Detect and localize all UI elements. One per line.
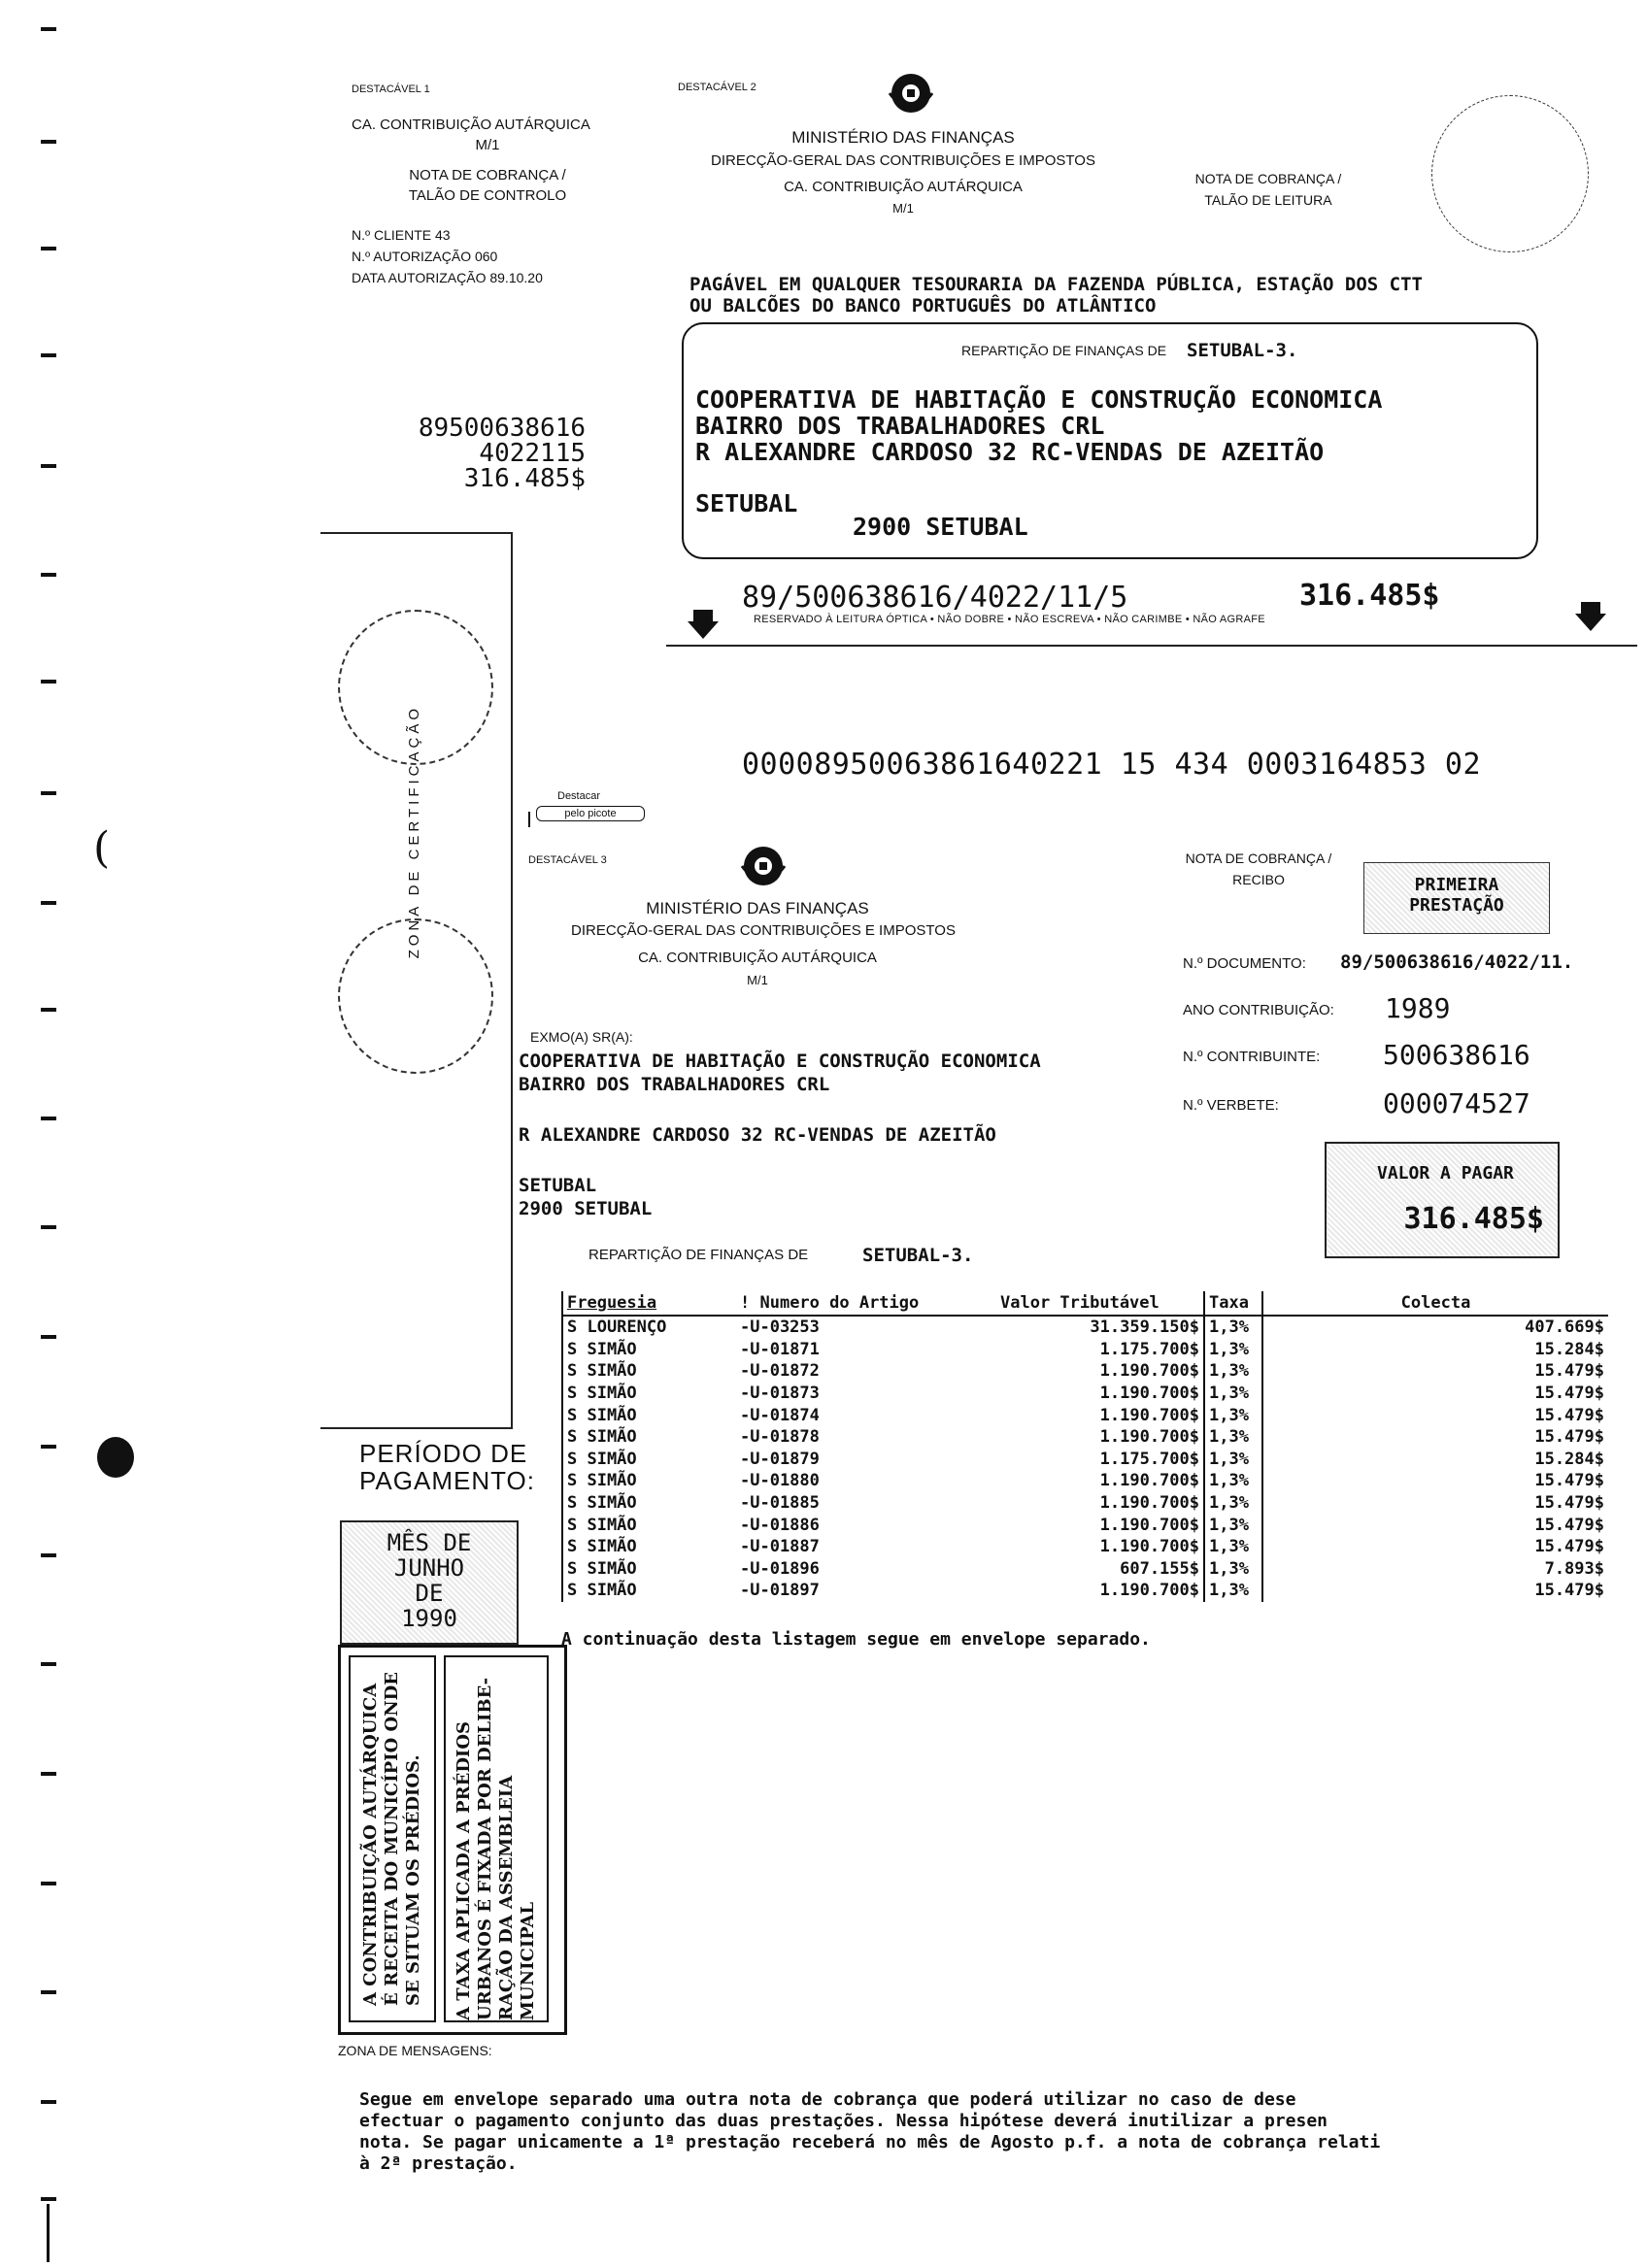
margin-tick bbox=[41, 573, 56, 577]
stub1-border-top bbox=[320, 532, 511, 534]
cell-colecta: 15.479$ bbox=[1534, 1384, 1604, 1404]
cell-artigo: -U-01872 bbox=[740, 1361, 820, 1382]
margin-tick bbox=[41, 247, 56, 250]
year-value: 1989 bbox=[1385, 992, 1451, 1024]
table-row bbox=[562, 1339, 1608, 1361]
cell-freguesia: S SIMÃO bbox=[562, 1558, 736, 1581]
cell-colecta: 15.479$ bbox=[1534, 1515, 1604, 1535]
cell-freguesia: S SIMÃO bbox=[562, 1470, 736, 1492]
stub1-autorizacao: N.º AUTORIZAÇÃO 060 bbox=[352, 249, 498, 264]
cell-freguesia: S SIMÃO bbox=[562, 1514, 736, 1536]
stub1-model: M/1 bbox=[475, 137, 500, 153]
messages-text bbox=[359, 2089, 1622, 2175]
notice-col1-line2: É RECEITA DO MUNICÍPIO ONDE bbox=[382, 1672, 402, 2006]
margin-tick bbox=[41, 1990, 56, 1994]
cell-taxa: 1,3% bbox=[1204, 1449, 1262, 1471]
cell-freguesia: S SIMÃO bbox=[562, 1360, 736, 1383]
cell-artigo: -U-01874 bbox=[740, 1405, 820, 1425]
coat-of-arms-icon bbox=[736, 841, 790, 893]
message-line2: efectuar o pagamento conjunto das duas prestações. Nessa hipótese deverá inutilizar a presen bbox=[359, 2111, 1328, 2131]
col-header-valor: Valor Tributável bbox=[996, 1291, 1204, 1316]
cell-valor: 1.190.700$ bbox=[996, 1514, 1204, 1536]
margin-tick bbox=[41, 680, 56, 684]
cell-valor: 1.175.700$ bbox=[996, 1449, 1204, 1471]
stub2-address-line1: COOPERATIVA DE HABITAÇÃO E CONSTRUÇÃO ECONOMICA bbox=[695, 385, 1383, 414]
table-row bbox=[562, 1360, 1608, 1383]
stub2-payable-line2: OU BALCÕES DO BANCO PORTUGUÊS DO ATLÂNTICO bbox=[689, 295, 1157, 317]
margin-tick bbox=[41, 1008, 56, 1012]
cell-colecta: 15.479$ bbox=[1534, 1427, 1604, 1448]
notice-col1 bbox=[349, 1655, 436, 2022]
detach-line2: pelo picote bbox=[536, 806, 645, 821]
stub2-optical-note: RESERVADO À LEITURA ÓPTICA • NÃO DOBRE • NÃO ESCREVA • NÃO CARIMBE • NÃO AGRAFE bbox=[754, 614, 1265, 625]
margin-tick bbox=[41, 140, 56, 144]
cell-valor: 1.190.700$ bbox=[996, 1360, 1204, 1383]
stub2-directorate: DIRECÇÃO-GERAL DAS CONTRIBUIÇÕES E IMPOSTOS bbox=[711, 152, 1095, 169]
cell-valor: 1.190.700$ bbox=[996, 1536, 1204, 1558]
stub2-address-line3: R ALEXANDRE CARDOSO 32 RC-VENDAS DE AZEITÃO bbox=[695, 438, 1325, 466]
installment-line2: PRESTAÇÃO bbox=[1409, 895, 1504, 916]
cell-artigo: -U-03253 bbox=[740, 1317, 820, 1338]
cell-artigo: -U-01896 bbox=[740, 1558, 820, 1579]
margin-tick bbox=[41, 901, 56, 905]
cell-taxa: 1,3% bbox=[1204, 1514, 1262, 1536]
coat-of-arms-icon bbox=[884, 68, 938, 120]
cell-taxa: 1,3% bbox=[1204, 1558, 1262, 1581]
detach-arrow bbox=[528, 812, 530, 827]
margin-tick bbox=[41, 464, 56, 468]
notice-col2-line1: A TAXA APLICADA A PRÉDIOS bbox=[454, 1720, 474, 2020]
verbete-value: 000074527 bbox=[1383, 1087, 1530, 1119]
cell-colecta: 15.479$ bbox=[1534, 1581, 1604, 1601]
stub2-payable-line1: PAGÁVEL EM QUALQUER TESOURARIA DA FAZENDA PÚBLICA, ESTAÇÃO DOS CTT bbox=[689, 274, 1423, 295]
cell-artigo: -U-01886 bbox=[740, 1515, 820, 1535]
stub1-note-line1: NOTA DE COBRANÇA / bbox=[409, 167, 566, 183]
margin-tick bbox=[41, 2197, 56, 2201]
stub3-note-line1: NOTA DE COBRANÇA / bbox=[1185, 850, 1332, 866]
cell-colecta: 15.284$ bbox=[1534, 1339, 1604, 1359]
table-row bbox=[562, 1558, 1608, 1581]
cell-taxa: 1,3% bbox=[1204, 1383, 1262, 1405]
margin-tick bbox=[41, 1117, 56, 1120]
stub2-model: M/1 bbox=[892, 201, 914, 216]
table-row bbox=[562, 1492, 1608, 1515]
stub2-note-line2: TALÃO DE LEITURA bbox=[1204, 192, 1332, 208]
cell-taxa: 1,3% bbox=[1204, 1316, 1262, 1339]
cell-freguesia: S SIMÃO bbox=[562, 1580, 736, 1602]
stub2-address-line2: BAIRRO DOS TRABALHADORES CRL bbox=[695, 412, 1105, 440]
notice-col2 bbox=[444, 1655, 549, 2022]
punch-hole bbox=[97, 1437, 134, 1478]
stub2-optical-code: 89/500638616/4022/11/5 bbox=[742, 581, 1128, 615]
table-row bbox=[562, 1404, 1608, 1426]
stub2-ministry: MINISTÉRIO DAS FINANÇAS bbox=[791, 128, 1015, 147]
arrow-down-icon bbox=[1575, 602, 1606, 631]
stub2-note-line1: NOTA DE COBRANÇA / bbox=[1194, 171, 1342, 186]
stub2-address-line4: SETUBAL bbox=[695, 489, 798, 517]
verbete-label: N.º VERBETE: bbox=[1183, 1097, 1279, 1114]
stub3-address-line3: R ALEXANDRE CARDOSO 32 RC-VENDAS DE AZEITÃO bbox=[519, 1124, 996, 1146]
cell-colecta: 15.479$ bbox=[1534, 1493, 1604, 1514]
table-row bbox=[562, 1316, 1608, 1339]
stub3-address-line2: BAIRRO DOS TRABALHADORES CRL bbox=[519, 1074, 830, 1095]
cell-colecta: 15.479$ bbox=[1534, 1471, 1604, 1491]
taxpayer-value: 500638616 bbox=[1383, 1039, 1530, 1071]
stub1-ref-amount: 316.485$ bbox=[463, 464, 586, 493]
cell-artigo: -U-01871 bbox=[740, 1339, 820, 1359]
stub3-address-line5: 2900 SETUBAL bbox=[519, 1198, 653, 1219]
stub2-label: DESTACÁVEL 2 bbox=[678, 82, 756, 93]
stub2-address-line5: 2900 SETUBAL bbox=[853, 513, 1028, 541]
table-row bbox=[562, 1536, 1608, 1558]
period-box-line2: JUNHO bbox=[393, 1554, 465, 1582]
cell-valor: 1.190.700$ bbox=[996, 1426, 1204, 1449]
cell-taxa: 1,3% bbox=[1204, 1426, 1262, 1449]
notice-col1-line1: A CONTRIBUIÇÃO AUTÁRQUICA bbox=[360, 1683, 381, 2006]
pay-label: VALOR A PAGAR bbox=[1377, 1163, 1514, 1184]
notice-col2-line2: URBANOS É FIXADA POR DELIBE- bbox=[475, 1677, 495, 2020]
notices-box bbox=[338, 1645, 567, 2035]
margin-tick bbox=[41, 1445, 56, 1449]
table-row bbox=[562, 1426, 1608, 1449]
message-line3: nota. Se pagar unicamente a 1ª prestação receberá no mês de Agosto p.f. a nota de cobrança relati bbox=[359, 2132, 1381, 2152]
cell-artigo: -U-01880 bbox=[740, 1471, 820, 1491]
articles-table bbox=[561, 1291, 1608, 1602]
detach-line1: Destacar bbox=[557, 790, 601, 802]
cell-taxa: 1,3% bbox=[1204, 1492, 1262, 1515]
pay-value: 316.485$ bbox=[1403, 1202, 1544, 1236]
cell-valor: 31.359.150$ bbox=[996, 1316, 1204, 1339]
col-header-artigo: ! Numero do Artigo bbox=[736, 1291, 996, 1316]
col-header-taxa: Taxa bbox=[1204, 1291, 1262, 1316]
cell-valor: 1.190.700$ bbox=[996, 1580, 1204, 1602]
period-box-line4: 1990 bbox=[401, 1605, 457, 1632]
cell-freguesia: S SIMÃO bbox=[562, 1339, 736, 1361]
cell-valor: 1.190.700$ bbox=[996, 1470, 1204, 1492]
stub1-label: DESTACÁVEL 1 bbox=[352, 83, 430, 95]
stub3-address-line1: COOPERATIVA DE HABITAÇÃO E CONSTRUÇÃO ECONOMICA bbox=[519, 1051, 1041, 1072]
year-label: ANO CONTRIBUIÇÃO: bbox=[1183, 1002, 1334, 1018]
margin-tick bbox=[41, 1882, 56, 1885]
period-box-line3: DE bbox=[415, 1580, 444, 1607]
margin-tick bbox=[41, 1662, 56, 1666]
table-row bbox=[562, 1514, 1608, 1536]
table-row bbox=[562, 1580, 1608, 1602]
cell-taxa: 1,3% bbox=[1204, 1404, 1262, 1426]
stub3-model: M/1 bbox=[747, 973, 768, 987]
stub1-cliente: N.º CLIENTE 43 bbox=[352, 227, 451, 243]
installment-box bbox=[1363, 862, 1550, 934]
stub1-border-right bbox=[511, 532, 513, 1427]
stub3-address-line4: SETUBAL bbox=[519, 1175, 597, 1196]
col-header-freguesia: Freguesia bbox=[562, 1291, 736, 1316]
stub3-ministry: MINISTÉRIO DAS FINANÇAS bbox=[646, 899, 869, 917]
stub3-header: CA. CONTRIBUIÇÃO AUTÁRQUICA bbox=[638, 950, 877, 966]
cell-taxa: 1,3% bbox=[1204, 1360, 1262, 1383]
separator-line bbox=[666, 645, 1637, 647]
margin-line bbox=[47, 2204, 50, 2262]
cell-freguesia: S SIMÃO bbox=[562, 1426, 736, 1449]
message-line1: Segue em envelope separado uma outra nota de cobrança que poderá utilizar no caso de dese bbox=[359, 2089, 1296, 2110]
cell-taxa: 1,3% bbox=[1204, 1580, 1262, 1602]
margin-tick bbox=[41, 1553, 56, 1557]
stub3-label: DESTACÁVEL 3 bbox=[528, 854, 607, 866]
stamp-circle bbox=[1431, 95, 1589, 252]
cell-artigo: -U-01887 bbox=[740, 1537, 820, 1557]
cell-freguesia: S SIMÃO bbox=[562, 1404, 736, 1426]
doc-label: N.º DOCUMENTO: bbox=[1183, 955, 1306, 972]
stub1-ref-number: 89500638616 bbox=[418, 414, 586, 443]
stub3-office-label: REPARTIÇÃO DE FINANÇAS DE bbox=[588, 1247, 809, 1263]
stub2-optical-amount: 316.485$ bbox=[1299, 579, 1440, 613]
cell-taxa: 1,3% bbox=[1204, 1470, 1262, 1492]
doc-value: 89/500638616/4022/11. bbox=[1340, 951, 1574, 973]
table-continuation: A continuação desta listagem segue em envelope separado. bbox=[561, 1629, 1151, 1650]
margin-tick bbox=[41, 1225, 56, 1229]
cell-valor: 1.190.700$ bbox=[996, 1492, 1204, 1515]
stub1-border-bottom bbox=[320, 1427, 513, 1429]
notice-col1-line3: SE SITUAM OS PRÉDIOS. bbox=[403, 1754, 423, 2006]
cell-colecta: 7.893$ bbox=[1544, 1558, 1604, 1579]
notice-col2-line3: RAÇÃO DA ASSEMBLEIA MUNICIPAL bbox=[496, 1775, 538, 2020]
stub2-office-label: REPARTIÇÃO DE FINANÇAS DE bbox=[961, 343, 1167, 358]
cell-freguesia: S LOURENÇO bbox=[562, 1316, 736, 1339]
cell-artigo: -U-01897 bbox=[740, 1581, 820, 1601]
cell-colecta: 407.669$ bbox=[1525, 1317, 1604, 1338]
cell-valor: 1.190.700$ bbox=[996, 1404, 1204, 1426]
stub2-header: CA. CONTRIBUIÇÃO AUTÁRQUICA bbox=[784, 179, 1023, 195]
certification-zone-label: ZONA DE CERTIFICAÇÃO bbox=[406, 705, 422, 959]
stub3-directorate: DIRECÇÃO-GERAL DAS CONTRIBUIÇÕES E IMPOSTOS bbox=[571, 922, 956, 939]
hole-mark: ( bbox=[93, 823, 111, 873]
cell-valor: 1.175.700$ bbox=[996, 1339, 1204, 1361]
installment-line1: PRIMEIRA bbox=[1414, 875, 1499, 895]
cell-valor: 607.155$ bbox=[996, 1558, 1204, 1581]
cell-artigo: -U-01885 bbox=[740, 1493, 820, 1514]
stub2-office-value: SETUBAL-3. bbox=[1187, 340, 1298, 361]
arrow-down-icon bbox=[688, 610, 719, 639]
margin-tick bbox=[41, 791, 56, 795]
table-row bbox=[562, 1449, 1608, 1471]
pay-box bbox=[1325, 1142, 1560, 1258]
salutation: EXMO(A) SR(A): bbox=[530, 1029, 633, 1045]
stub1-ref-code: 4022115 bbox=[479, 439, 586, 468]
stub3-note-line2: RECIBO bbox=[1232, 872, 1285, 887]
cell-artigo: -U-01879 bbox=[740, 1449, 820, 1469]
cell-colecta: 15.479$ bbox=[1534, 1361, 1604, 1382]
cell-colecta: 15.479$ bbox=[1534, 1537, 1604, 1557]
period-box-line1: MÊS DE bbox=[387, 1529, 472, 1556]
stub1-data-autorizacao: DATA AUTORIZAÇÃO 89.10.20 bbox=[352, 270, 543, 285]
cell-freguesia: S SIMÃO bbox=[562, 1449, 736, 1471]
stub1-note-line2: TALÃO DE CONTROLO bbox=[408, 187, 567, 204]
stub3-office-value: SETUBAL-3. bbox=[862, 1245, 974, 1266]
cell-artigo: -U-01873 bbox=[740, 1384, 820, 1404]
margin-tick bbox=[41, 1335, 56, 1339]
message-line4: à 2ª prestação. bbox=[359, 2153, 518, 2174]
cell-taxa: 1,3% bbox=[1204, 1339, 1262, 1361]
stub1-header: CA. CONTRIBUIÇÃO AUTÁRQUICA bbox=[352, 117, 590, 133]
messages-zone-label: ZONA DE MENSAGENS: bbox=[338, 2043, 492, 2058]
margin-tick bbox=[41, 1772, 56, 1776]
taxpayer-label: N.º CONTRIBUINTE: bbox=[1183, 1049, 1321, 1065]
cell-freguesia: S SIMÃO bbox=[562, 1383, 736, 1405]
col-header-colecta: Colecta bbox=[1262, 1291, 1608, 1316]
cell-valor: 1.190.700$ bbox=[996, 1383, 1204, 1405]
table-row bbox=[562, 1383, 1608, 1405]
table-row bbox=[562, 1470, 1608, 1492]
period-box bbox=[340, 1520, 519, 1645]
period-label-line2: PAGAMENTO: bbox=[359, 1466, 535, 1495]
cell-freguesia: S SIMÃO bbox=[562, 1492, 736, 1515]
table-header-row bbox=[562, 1291, 1608, 1316]
cell-artigo: -U-01878 bbox=[740, 1427, 820, 1448]
cell-taxa: 1,3% bbox=[1204, 1536, 1262, 1558]
cell-freguesia: S SIMÃO bbox=[562, 1536, 736, 1558]
margin-tick bbox=[41, 2100, 56, 2104]
margin-tick bbox=[41, 27, 56, 31]
barcode-line: 00008950063861640221 15 434 0003164853 02 bbox=[742, 748, 1482, 782]
cell-colecta: 15.479$ bbox=[1534, 1405, 1604, 1425]
cell-colecta: 15.284$ bbox=[1534, 1449, 1604, 1469]
period-label-line1: PERÍODO DE bbox=[359, 1439, 528, 1468]
margin-tick bbox=[41, 353, 56, 357]
